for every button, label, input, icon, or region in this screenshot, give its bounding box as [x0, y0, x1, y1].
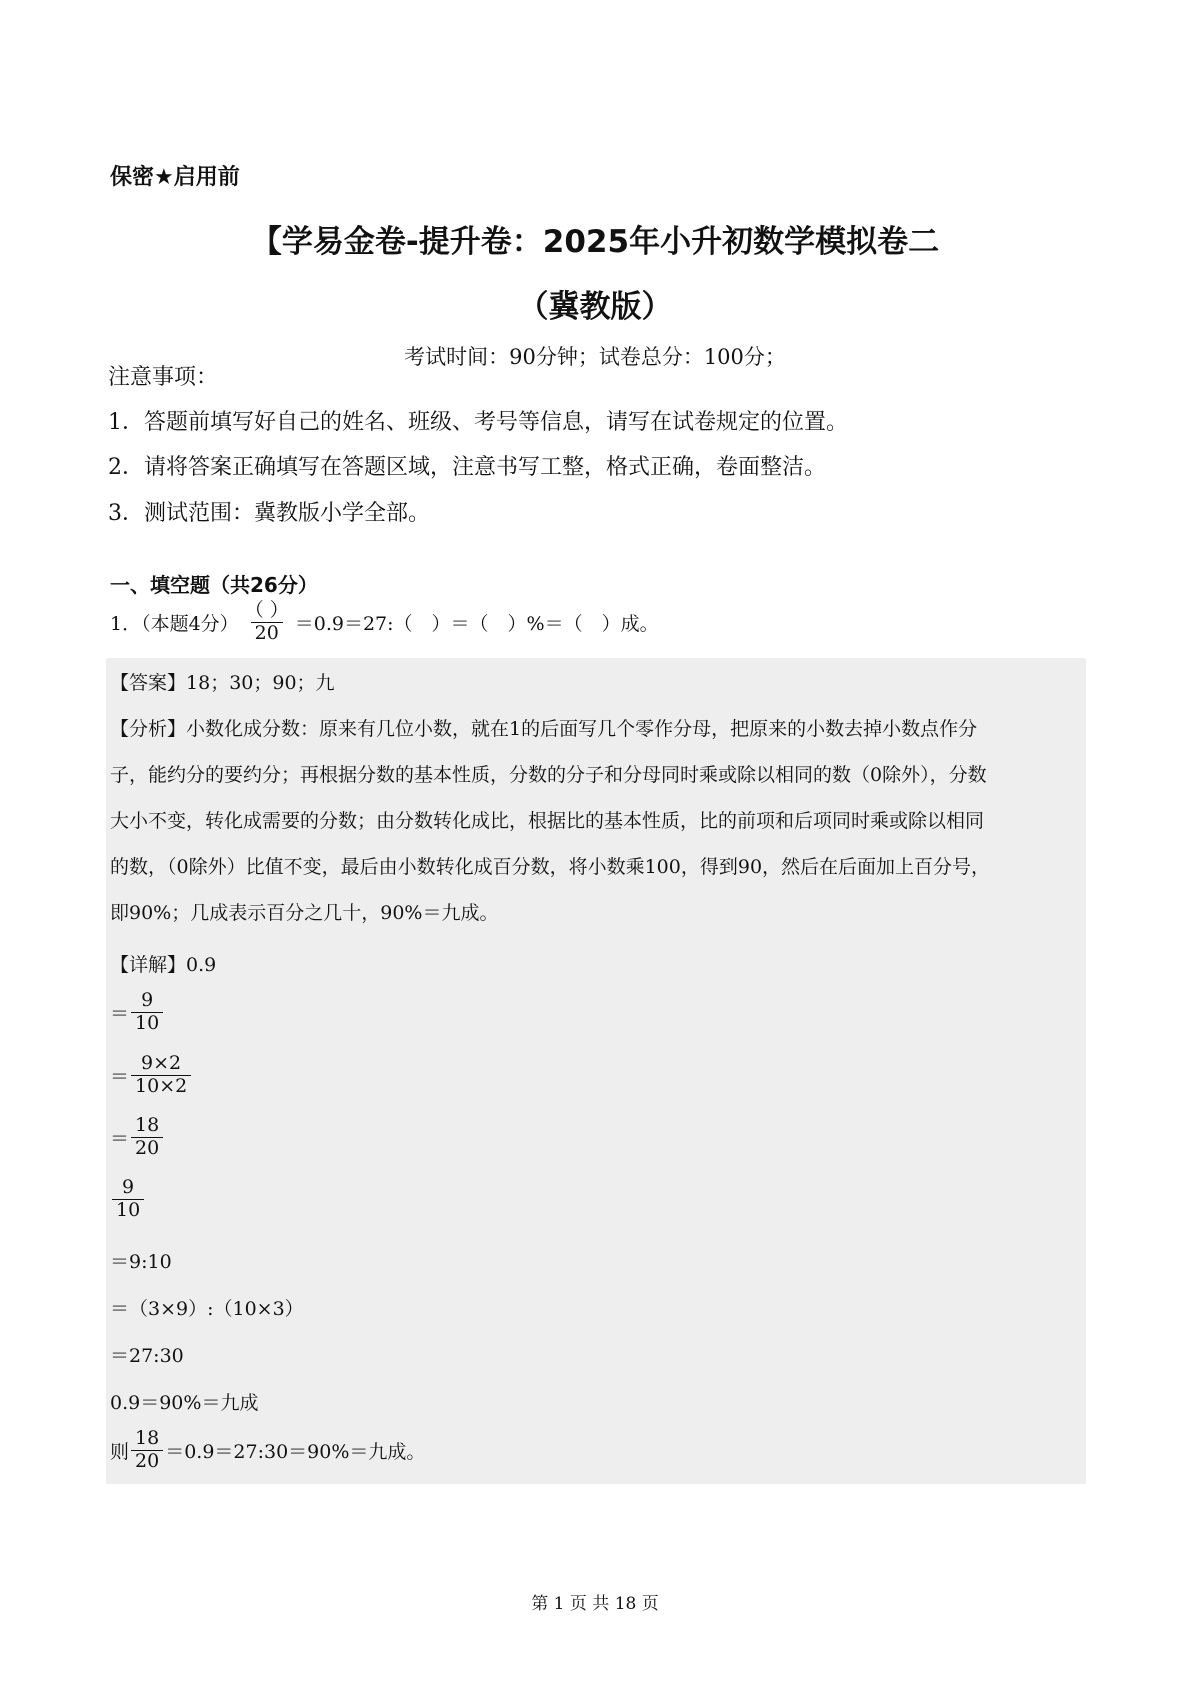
detail-percent: 0.9＝90%＝九成	[110, 1392, 259, 1414]
notice-item-1: 1．答题前填写好自己的姓名、班级、考号等信息，请写在试卷规定的位置。	[108, 410, 848, 435]
answer-label: 【答案】	[110, 672, 187, 694]
detail-step-2	[110, 1053, 193, 1098]
detail-step-4	[110, 1177, 146, 1222]
exam-title: 【学易金卷-提升卷：2025年小升初数学模拟卷二	[250, 224, 940, 260]
fraction-denominator: 20	[251, 622, 283, 645]
fraction-numerator: 9	[122, 1176, 135, 1198]
analysis-line-4: 的数，（0除外）比值不变，最后由小数转化成百分数，将小数乘100，得到90，然后在后面加上百分号，	[110, 856, 991, 878]
exam-info: 考试时间：90分钟；试卷总分：100分；	[404, 345, 786, 369]
equals-sign: ＝	[110, 1127, 130, 1150]
fraction-denominator: 20	[131, 1137, 163, 1160]
question-1	[110, 600, 659, 645]
equals-sign: ＝	[110, 1065, 130, 1088]
fraction	[131, 990, 163, 1035]
conclusion-rest: ＝0.9＝27:30＝90%＝九成。	[165, 1440, 426, 1463]
detail-start: 0.9	[186, 954, 217, 976]
detail-step-3	[110, 1115, 165, 1160]
analysis-line-5: 即90%；几成表示百分之几十，90%＝九成。	[110, 902, 499, 924]
fraction-denominator: 10×2	[131, 1075, 191, 1098]
exam-subtitle: （冀教版）	[517, 289, 673, 325]
answer-text: 18；30；90；九	[186, 672, 335, 694]
detail-ratio-1: ＝9:10	[110, 1251, 172, 1273]
detail-conclusion	[110, 1428, 425, 1473]
fraction-denominator: 20	[131, 1450, 163, 1473]
analysis-line-3: 大小不变，转化成需要的分数；由分数转化成比，根据比的基本性质，比的前项和后项同时乘或除以相同	[110, 810, 985, 832]
analysis-line-1	[110, 714, 977, 741]
conclusion-prefix: 则	[110, 1440, 130, 1463]
equals-sign: ＝	[110, 1002, 130, 1025]
analysis-line-2: 子，能约分的要约分；再根据分数的基本性质，分数的分子和分母同时乘或除以相同的数（0除外），分数	[110, 764, 987, 786]
fraction-denominator: 10	[112, 1199, 144, 1222]
fraction-numerator: 18	[135, 1427, 160, 1449]
fraction	[131, 1053, 191, 1098]
notice-item-2: 2．请将答案正确填写在答题区域，注意书写工整，格式正确，卷面整洁。	[108, 455, 826, 480]
analysis-text: 小数化成分数：原来有几位小数，就在1的后面写几个零作分母，把原来的小数去掉小数点作分	[186, 718, 978, 740]
detail-line	[110, 950, 216, 977]
analysis-label: 【分析】	[110, 718, 187, 740]
detail-step-1	[110, 990, 165, 1035]
fraction-numerator: 9×2	[141, 1052, 182, 1074]
detail-ratio-2: ＝（3×9）:（10×3）	[110, 1298, 304, 1320]
fraction	[112, 1177, 144, 1222]
detail-ratio-3: ＝27:30	[110, 1345, 184, 1367]
fraction-numerator: （ ）	[244, 599, 289, 621]
answer-line	[110, 668, 335, 695]
section-title: 一、填空题（共26分）	[110, 573, 318, 597]
fraction-numerator: 9	[141, 989, 154, 1011]
question-prefix: 1．（本题4分）	[110, 612, 239, 635]
page-footer: 第 1 页 共 18 页	[531, 1594, 659, 1614]
fraction-numerator: 18	[135, 1114, 160, 1136]
confidential-mark: 保密★启用前	[110, 165, 240, 190]
question-fraction	[241, 600, 293, 645]
fraction	[131, 1428, 163, 1473]
notice-heading: 注意事项：	[108, 365, 219, 390]
detail-label: 【详解】	[110, 954, 187, 976]
fraction-denominator: 10	[131, 1012, 163, 1035]
notice-item-3: 3．测试范围：冀教版小学全部。	[108, 501, 430, 526]
question-rest: ＝0.9＝27:（ ）＝（ ）%＝（ ）成。	[294, 612, 659, 635]
fraction	[131, 1115, 163, 1160]
